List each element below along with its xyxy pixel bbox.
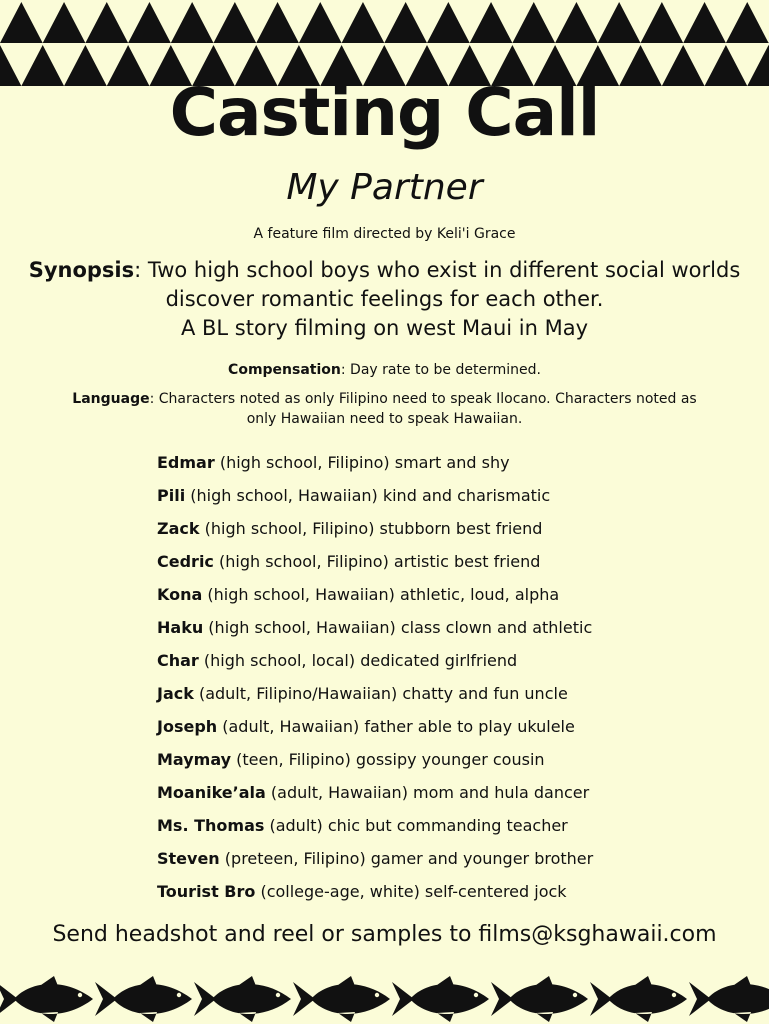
cast-item: [157, 582, 717, 615]
character-desc: (high school, local) dedicated girlfriend: [198, 651, 518, 670]
character-name: Jack: [157, 684, 194, 703]
director-credit: A feature film directed by Keli'i Grace: [253, 226, 516, 242]
fish-eye: [474, 993, 478, 997]
character-name: Cedric: [157, 552, 214, 571]
character-desc: (high school, Filipino) smart and shy: [214, 453, 510, 472]
triangle-shape: [43, 2, 86, 43]
triangle-shape: [299, 2, 342, 43]
cast-list: [157, 450, 717, 912]
character-desc: (teen, Filipino) gossipy younger cousin: [231, 750, 545, 769]
fish-shape: [590, 976, 687, 1022]
cast-item: [157, 846, 717, 879]
film-title: My Partner: [286, 167, 483, 208]
synopsis-line2: A BL story filming on west Maui in May: [180, 316, 589, 340]
cast-item: [157, 615, 717, 648]
triangle-shape: [128, 2, 171, 43]
triangle-shape: [342, 2, 385, 43]
cast-item: [157, 483, 717, 516]
cast-item: [157, 879, 717, 912]
character-name: Tourist Bro: [157, 882, 256, 901]
page-title: Casting Call: [169, 74, 600, 151]
character-desc: (high school, Filipino) stubborn best friend: [199, 519, 543, 538]
character-desc: (high school, Hawaiian) kind and charismatic: [185, 486, 551, 505]
fish-shape: [194, 976, 291, 1022]
character-name: Joseph: [157, 717, 218, 736]
triangle-shape: [427, 2, 470, 43]
compensation: [0, 362, 769, 378]
fish-shape: [689, 976, 769, 1022]
triangle-shape: [726, 2, 769, 43]
character-name: Char: [157, 651, 199, 670]
character-desc: (preteen, Filipino) gamer and younger brother: [219, 849, 594, 868]
triangle-shape: [641, 2, 684, 43]
fish-eye: [375, 993, 379, 997]
fish-eye: [78, 993, 82, 997]
character-name: Pili: [157, 486, 186, 505]
character-name: Kona: [157, 585, 203, 604]
character-desc: (high school, Hawaiian) class clown and athletic: [203, 618, 593, 637]
fish-pattern-icon: [0, 974, 769, 1024]
cast-item: [157, 714, 717, 747]
fish-shape: [293, 976, 390, 1022]
character-name: Haku: [157, 618, 204, 637]
fish-eye: [177, 993, 181, 997]
character-name: Moanike’ala: [157, 783, 266, 802]
character-name: Zack: [157, 519, 200, 538]
compensation-label: Compensation: [228, 362, 341, 378]
triangle-shape: [512, 2, 555, 43]
character-desc: (adult, Filipino/Hawaiian) chatty and fun uncle: [193, 684, 568, 703]
character-desc: (high school, Hawaiian) athletic, loud, alpha: [202, 585, 560, 604]
triangle-shape: [555, 2, 598, 43]
fish-shape: [0, 976, 93, 1022]
language-label: Language: [72, 391, 150, 407]
triangle-shape: [85, 2, 128, 43]
character-desc: (adult) chic but commanding teacher: [264, 816, 568, 835]
cast-item: [157, 780, 717, 813]
language-text: : Characters noted as only Filipino need to speak Ilocano. Characters noted as only Hawaiian need to speak Hawaiian.: [149, 391, 697, 427]
character-desc: (high school, Filipino) artistic best friend: [213, 552, 541, 571]
character-name: Steven: [157, 849, 220, 868]
triangle-shape: [256, 2, 299, 43]
cast-item: [157, 747, 717, 780]
character-desc: (adult, Hawaiian) mom and hula dancer: [265, 783, 590, 802]
cast-item: [157, 648, 717, 681]
triangle-shape: [171, 2, 214, 43]
triangle-shape: [683, 2, 726, 43]
triangle-shape: [0, 2, 43, 43]
character-desc: (adult, Hawaiian) father able to play ukulele: [217, 717, 575, 736]
triangle-shape: [214, 2, 257, 43]
fish-shape: [392, 976, 489, 1022]
triangle-shape: [470, 2, 513, 43]
triangle-shape: [384, 2, 427, 43]
fish-eye: [672, 993, 676, 997]
cast-item: [157, 516, 717, 549]
fish-eye: [276, 993, 280, 997]
fish-shape: [491, 976, 588, 1022]
fish-shape: [95, 976, 192, 1022]
language: [60, 389, 709, 429]
character-name: Edmar: [157, 453, 215, 472]
synopsis-label: Synopsis: [28, 258, 135, 282]
cast-item: [157, 549, 717, 582]
synopsis: [10, 256, 759, 343]
submission-instructions: Send headshot and reel or samples to films@ksghawaii.com: [52, 922, 717, 947]
synopsis-text: : Two high school boys who exist in different social worlds discover romantic feelings for each other.: [134, 258, 741, 311]
character-name: Ms. Thomas: [157, 816, 265, 835]
character-desc: (college-age, white) self-centered jock: [255, 882, 567, 901]
fish-eye: [573, 993, 577, 997]
triangle-shape: [598, 2, 641, 43]
character-name: Maymay: [157, 750, 232, 769]
cast-item: [157, 450, 717, 483]
cast-item: [157, 813, 717, 846]
cast-item: [157, 681, 717, 714]
compensation-text: : Day rate to be determined.: [340, 362, 541, 378]
